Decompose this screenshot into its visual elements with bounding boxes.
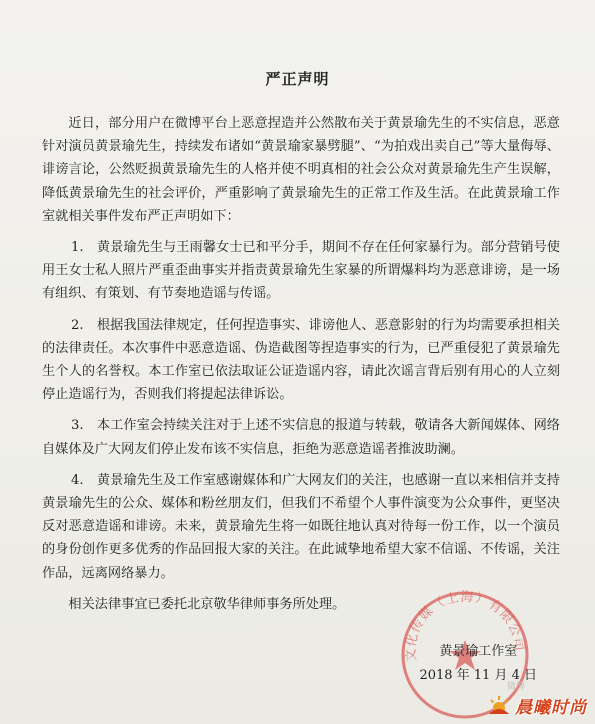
legal-note-paragraph: 相关法律事宜已委托北京敬华律师事务所处理。 bbox=[68, 596, 346, 612]
watermark-text: 晨曦时尚 bbox=[515, 698, 587, 718]
weibo-tag: 微博 bbox=[506, 682, 525, 692]
watermark bbox=[487, 693, 587, 718]
document-title: 严正声明 bbox=[265, 70, 330, 88]
statement-item-2: 2. 根据我国法律规定，任何捏造事实、诽谤他人、恶意影射的行为均需要承担相关的法律责任。本次事件中恶意造谣、伪造截图等捏造事实的行为，已严重侵犯了黄景瑜先生个人的名誉权。本工作室已依法取证公证造谣内容，请此次谣言背后别有用心的人立刻停止造谣行为，否则我们将提起法律诉讼。 bbox=[42, 317, 560, 403]
document-body bbox=[42, 112, 560, 624]
statement-item-1: 1. 黄景瑜先生与王雨馨女士已和平分手，期间不存在任何家暴行为。部分营销号使用王女士私人照片严重歪曲事实并指责黄景瑜先生家暴的所谓爆料均为恶意诽谤，是一场有组织、有策划、有节奏地造谣与传谣。 bbox=[42, 240, 560, 302]
statement-item-4: 4. 黄景瑜先生及工作室感谢媒体和广大网友们的关注，也感谢一直以来相信并支持黄景瑜先生的公众、媒体和粉丝朋友们，但我们不希望个人事件演变为公众事件，更坚决反对恶意造谣和诽谤。未来，黄景瑜先生将一如既往地认真对待每一份工作，以一个演员的身份创作更多优秀的作品回报大家的关注。在此诚挚地希望大家不信谣、不传谣，关注作品，远离网络暴力。 bbox=[42, 472, 560, 581]
intro-paragraph: 近日，部分用户在微博平台上恶意捏造并公然散布关于黄景瑜先生的不实信息，恶意针对演员黄景瑜先生，持续发布诸如“黄景瑜家暴劈腿”、“为拍戏出卖自己”等大量侮辱、诽谤言论，公然贬损黄景瑜先生的人格并使不明真相的社会公众对黄景瑜先生产生误解，降低黄景瑜先生的社会评价，严重影响了黄景瑜先生的正常工作及生活。在此黄景瑜工作室就相关事件发布严正声明如下： bbox=[42, 116, 560, 224]
statement-item-3: 3. 本工作室会持续关注对于上述不实信息的报道与转载，敬请各大新闻媒体、网络自媒体及广大网友们停止发布该不实信息，拒绝为恶意造谣者推波助澜。 bbox=[42, 418, 560, 457]
signature-date: 2018 年 11 月 4 日 bbox=[419, 668, 537, 683]
seal-text: 文化传媒（上海）有限公司 bbox=[403, 589, 527, 663]
signature-name: 黄景瑜工作室 bbox=[439, 644, 518, 659]
sun-logo-icon bbox=[487, 694, 511, 718]
